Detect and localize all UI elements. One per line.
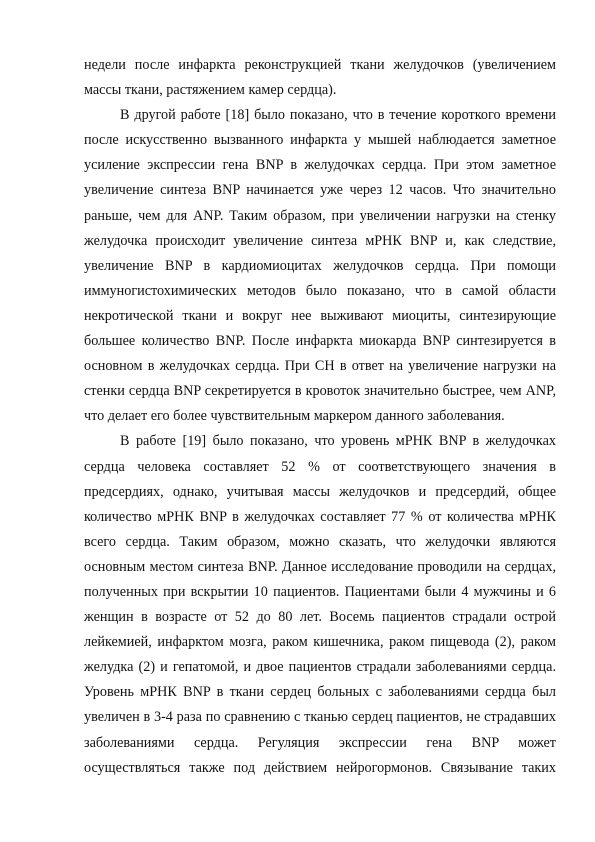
text-line: осуществляться также под действием нейрогормонов. Связывание таких <box>84 759 556 776</box>
text-line: усиление экспрессии гена BNP в желудочках сердца. При этом заметное <box>84 157 556 174</box>
text-line: стенки сердца BNP секретируется в кровоток значительно быстрее, чем ANP, <box>84 383 556 400</box>
text-line: В другой работе [18] было показано, что в течение короткого времени <box>120 107 556 124</box>
text-line: после искусственно вызванного инфаркта у мышей наблюдается заметное <box>84 132 556 149</box>
text-line: большее количество BNP. После инфаркта миокарда BNP синтезируется в <box>84 333 556 350</box>
paragraph <box>84 429 556 780</box>
text-line: количество мРНК BNP в желудочках составляет 77 % от количества мРНК <box>84 508 556 525</box>
text-line: увеличение BNP в кардиомиоцитах желудочков сердца. При помощи <box>84 257 556 274</box>
paragraph <box>84 103 556 429</box>
text-line: желудка (2) и гепатомой, и двое пациентов страдали заболеваниями сердца. <box>84 659 556 676</box>
text-line: иммуногистохимических методов было показано, что в самой области <box>84 282 556 299</box>
text-line: желудочка происходит увеличение синтеза мРНК BNP и, как следствие, <box>84 232 556 249</box>
text-line: предсердиях, однако, учитывая массы желудочков и предсердий, общее <box>84 483 556 500</box>
text-line: полученных при вскрытии 10 пациентов. Пациентами были 4 мужчины и 6 <box>84 583 556 600</box>
text-line: сердца человека составляет 52 % от соответствующего значения в <box>84 458 556 475</box>
text-line: заболеваниями сердца. Регуляция экспрессии гена BNP может <box>84 734 556 751</box>
text-line: массы ткани, растяжением камер сердца). <box>84 82 337 99</box>
text-line: Уровень мРНК BNP в ткани сердец больных с заболеваниями сердца был <box>84 684 556 701</box>
text-line: В работе [19] было показано, что уровень мРНК BNP в желудочках <box>120 433 556 450</box>
text-line: раньше, чем для ANP. Таким образом, при увеличении нагрузки на стенку <box>84 207 556 224</box>
document-body <box>84 53 556 781</box>
text-line: всего сердца. Таким образом, можно сказать, что желудочки являются <box>84 533 556 550</box>
text-line: лейкемией, инфарктом мозга, раком кишечника, раком пищевода (2), раком <box>84 634 556 651</box>
text-line: что делает его более чувствительным маркером данного заболевания. <box>84 408 505 425</box>
text-line: основным местом синтеза BNP. Данное исследование проводили на сердцах, <box>84 558 556 575</box>
text-line: некротической ткани и вокруг нее выживают миоциты, синтезирующие <box>84 307 556 324</box>
text-line: недели после инфаркта реконструкцией ткани желудочков (увеличением <box>84 57 556 73</box>
text-line: женщин в возрасте от 52 до 80 лет. Восемь пациентов страдали острой <box>84 609 556 626</box>
text-line: увеличение синтеза BNP начинается уже через 12 часов. Что значительно <box>84 182 556 199</box>
text-line: увеличен в 3-4 раза по сравнению с тканью сердец пациентов, не страдавших <box>84 709 556 726</box>
text-line: основном в желудочках сердца. При СН в ответ на увеличение нагрузки на <box>84 358 556 375</box>
paragraph <box>84 53 556 103</box>
